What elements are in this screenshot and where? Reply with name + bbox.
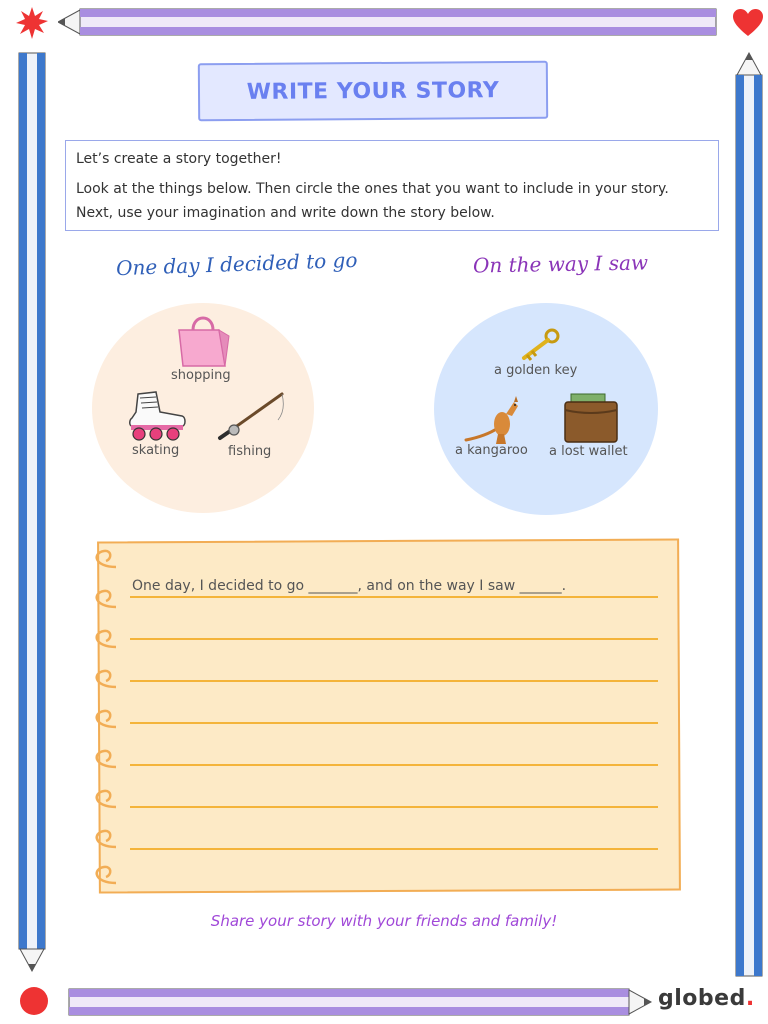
bottom-pencil — [68, 987, 652, 1017]
brand-name: globed — [658, 986, 746, 1011]
instructions-intro: Let’s create a story together! — [76, 151, 282, 167]
left-heading: One day I decided to go — [115, 247, 358, 281]
item-label-lost-wallet: a lost wallet — [549, 444, 628, 459]
dot-icon — [18, 985, 50, 1017]
shopping-bag-icon[interactable] — [175, 310, 231, 368]
writing-line[interactable] — [130, 680, 658, 682]
fishing-rod-icon[interactable] — [216, 390, 286, 442]
heart-icon — [732, 8, 764, 38]
spiral-binding — [86, 545, 126, 890]
item-label-fishing: fishing — [228, 444, 272, 459]
roller-skate-icon[interactable] — [126, 390, 188, 442]
item-label-kangaroo: a kangaroo — [455, 443, 528, 458]
writing-line[interactable] — [130, 806, 658, 808]
title-box — [198, 61, 548, 121]
instructions-body: Look at the things below. Then circle the ones that you want to include in your story. Next, use your imagination and write down the story below. — [76, 181, 669, 221]
right-heading: On the way I saw — [472, 250, 649, 278]
share-message: Share your story with your friends and family! — [210, 912, 558, 930]
brand-logo — [658, 986, 755, 1011]
writing-line[interactable] — [130, 722, 658, 724]
wallet-icon[interactable] — [563, 388, 619, 444]
top-pencil — [58, 7, 718, 37]
golden-key-icon[interactable] — [518, 328, 560, 362]
right-pencil — [734, 52, 764, 978]
item-label-skating: skating — [132, 443, 180, 458]
item-label-shopping: shopping — [171, 368, 231, 383]
writing-line[interactable] — [130, 638, 658, 640]
story-prompt: One day, I decided to go _______, and on the way I saw ______. — [132, 578, 567, 594]
instructions-box — [65, 140, 719, 231]
page-title: WRITE YOUR STORY — [246, 77, 500, 105]
item-label-golden-key: a golden key — [494, 363, 578, 378]
left-pencil — [17, 52, 47, 972]
brand-dot: . — [745, 986, 755, 1011]
writing-line[interactable] — [130, 848, 658, 850]
writing-line[interactable] — [130, 596, 658, 598]
starburst-icon — [15, 6, 49, 40]
writing-line[interactable] — [130, 764, 658, 766]
kangaroo-icon[interactable] — [462, 396, 524, 446]
